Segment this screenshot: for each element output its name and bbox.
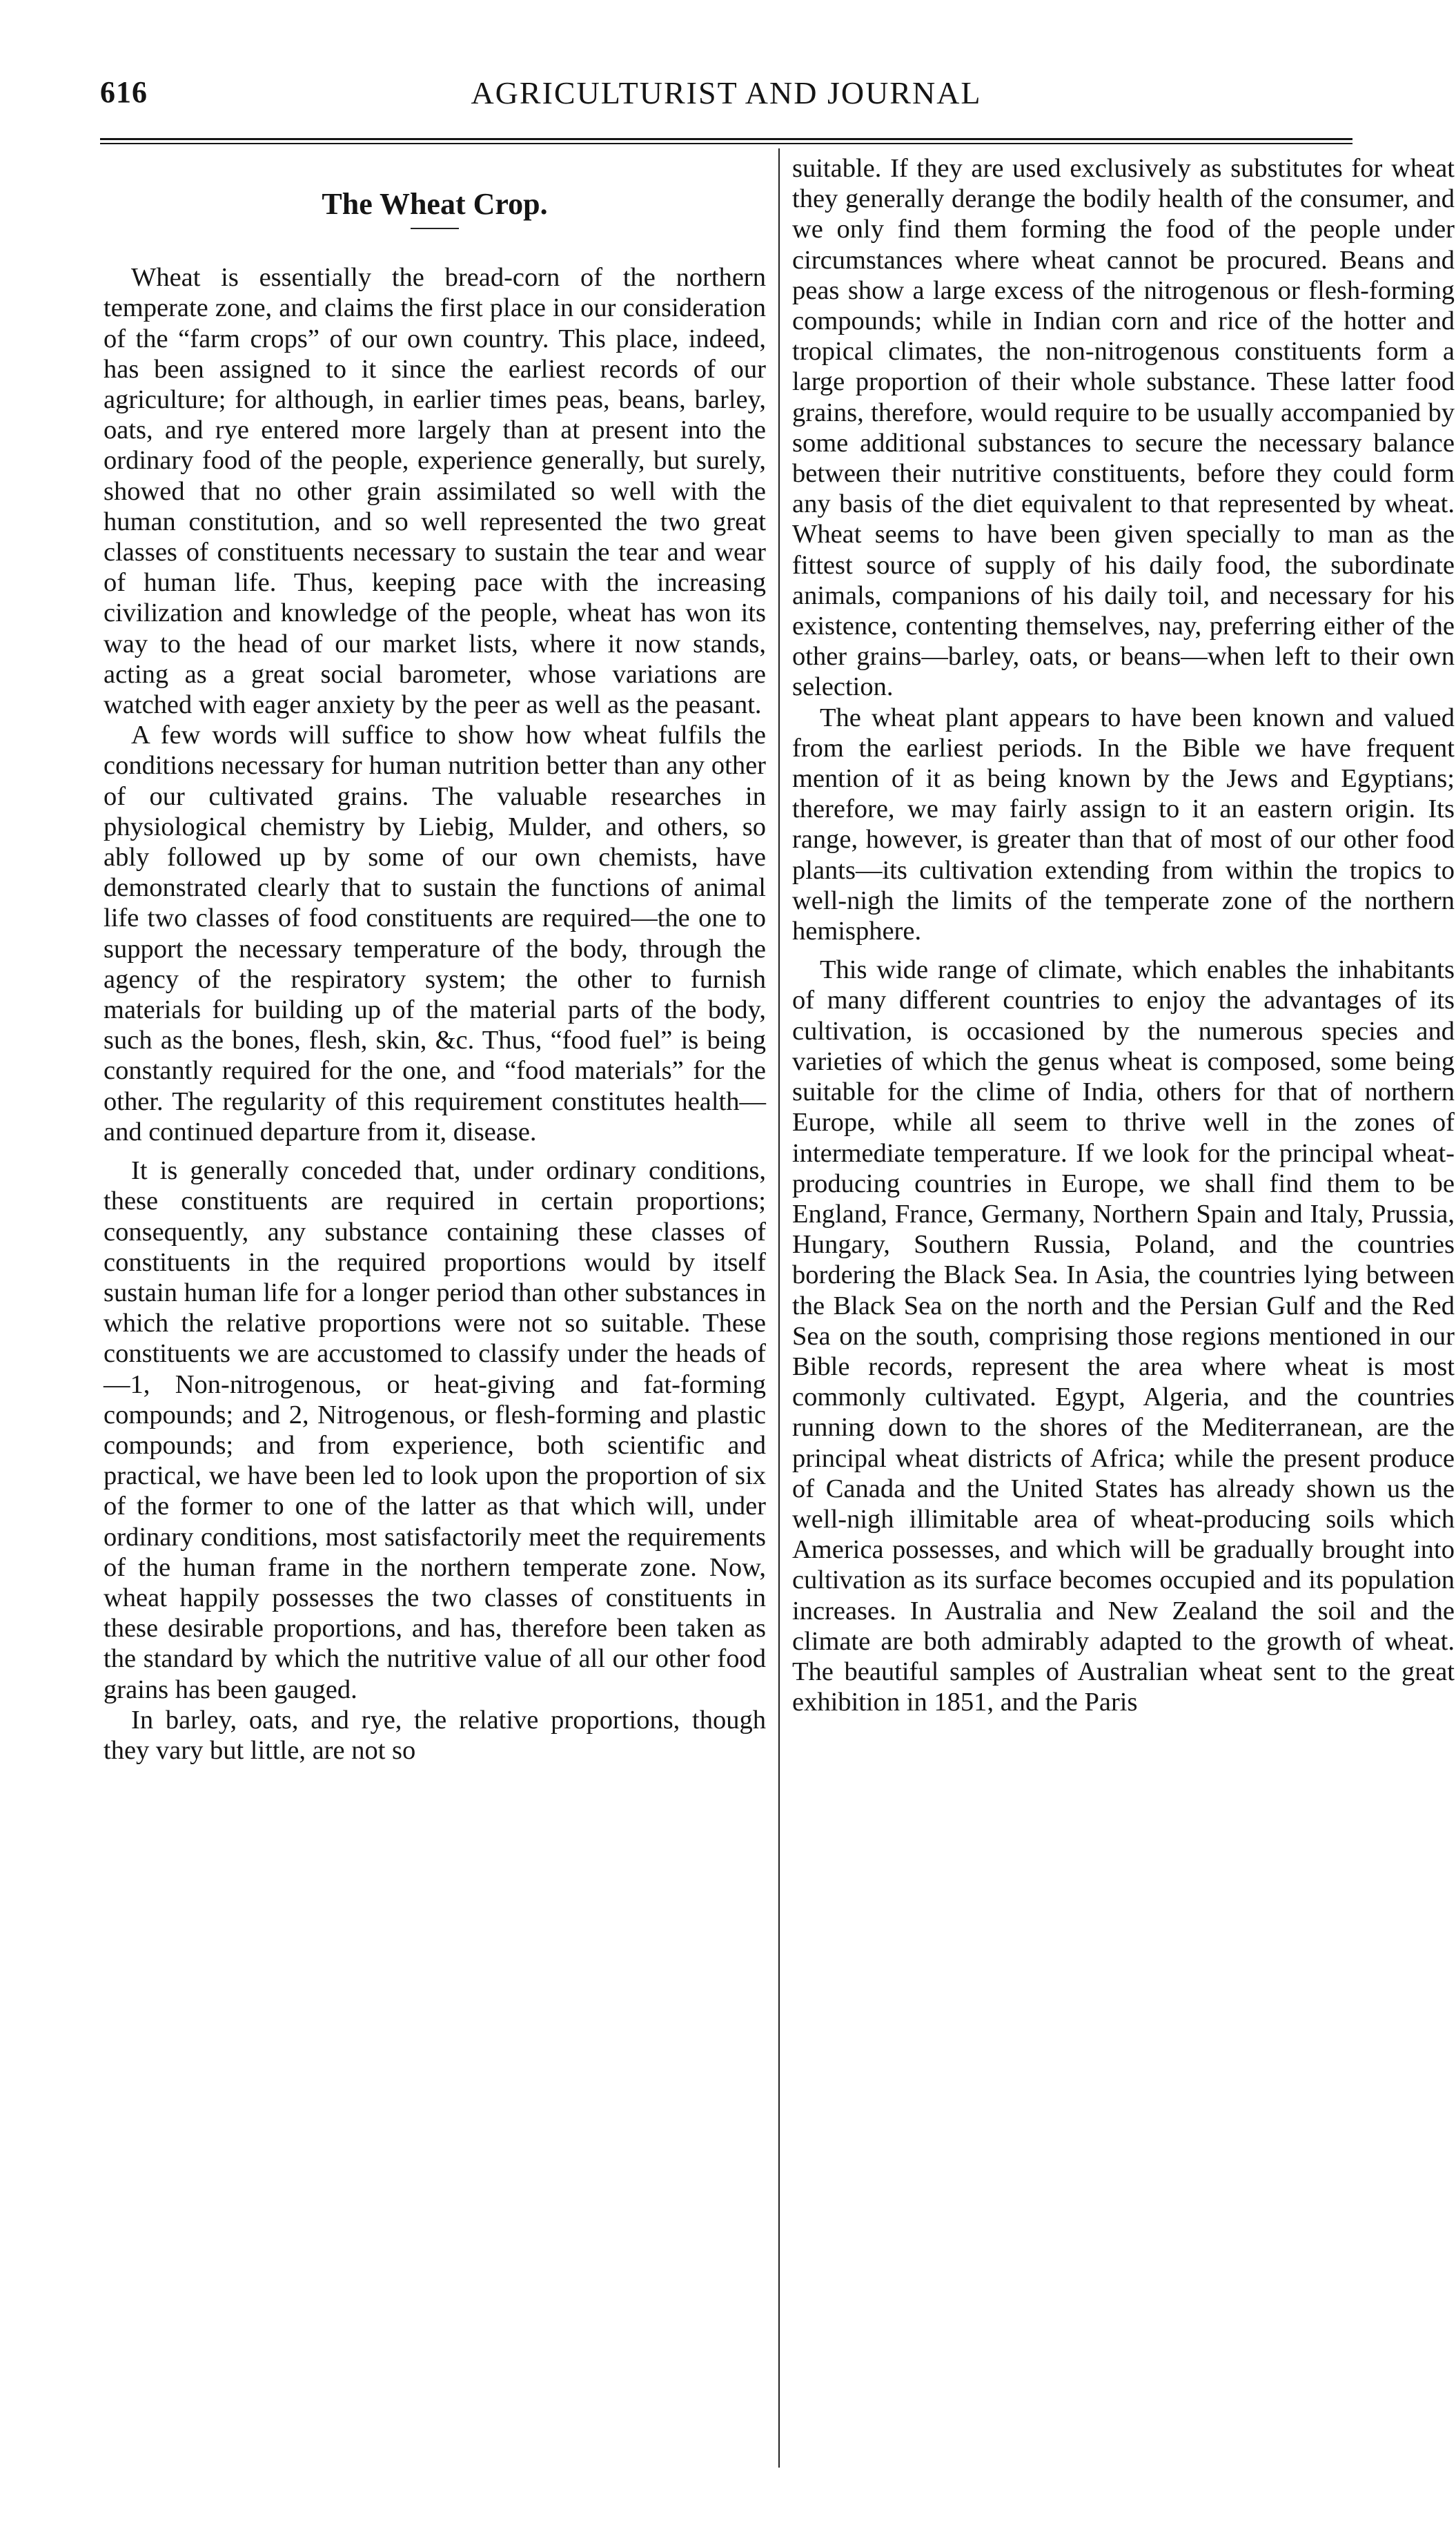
column-divider [778,148,780,2468]
paragraph: suitable. If they are used exclusively as substitutes for wheat they generally derange the bodily health of the consumer, and we only find them forming the food of the people under circumstances where wheat cannot be procured. Beans and peas show a large excess of the nitrogenous or flesh-forming compounds; while in Indian corn and rice of the hotter and tropical climates, the non-nitrogenous constituents form a large proportion of their whole substance. These latter food grains, therefore, would require to be usually accompanied by some additional substances to secure the necessary balance between their nutritive constituents, before they could form any basis of the diet equivalent to that represented by wheat. Wheat seems to have been given specially to man as the fittest source of supply of his daily food, the subordinate animals, companions of his daily toil, and necessary for his existence, contenting themselves, nay, preferring either of the other grains—barley, oats, or beans—when left to their own selection. [792,154,1455,702]
paragraph: Wheat is essentially the bread-corn of the northern temperate zone, and claims the first place in our consideration of the “farm crops” of our own country. This place, indeed, has been assigned to it since the earliest records of our agriculture; for although, in earlier times peas, beans, barley, oats, and rye entered more largely than at present into the ordinary food of the people, experience generally, but surely, showed that no other grain assimilated so well with the human constitution, and so well represented the two great classes of constituents necessary to sustain the tear and wear of human life. Thus, keeping pace with the increasing civilization and knowledge of the people, wheat has won its way to the head of our market lists, where it now stands, acting as a great social barometer, whose variations are watched with eager anxiety by the peer as well as the peasant. [104,263,766,720]
article-title: The Wheat Crop. [322,187,548,221]
paragraph: It is generally conceded that, under ordinary conditions, these constituents are required in certain proportions; consequently, any substance containing these classes of constituents in the required proportions would by itself sustain human life for a longer period than other substances in which the relative proportions were not so suitable. These constituents we are accustomed to classify under the heads of—1, Non-nitrogenous, or heat-giving and fat-forming compounds; and 2, Nitrogenous, or flesh-forming and plastic compounds; and from experience, both scientific and practical, we have been led to look upon the proportion of six of the former to one of the latter as that which will, under ordinary conditions, most satisfactorily meet the requirements of the human frame in the northern temperate zone. Now, wheat happily possesses the two classes of constituents in these desirable proportions, and has, therefore been taken as the standard by which the nutritive value of all our other food grains has been gauged. [104,1156,766,1704]
page-header [100,75,1352,130]
running-head: AGRICULTURIST AND JOURNAL [471,75,982,110]
left-column [104,153,766,1766]
header-rule-secondary [100,143,1352,144]
header-rule [100,138,1352,140]
paragraph: A few words will suffice to show how wheat fulfils the conditions necessary for human nutrition better than any other of our cultivated grains. The valuable researches in physiological chemistry by Liebig, Mulder, and others, so ably followed up by some of our own chemists, have demonstrated clearly that to sustain the functions of animal life two classes of food constituents are required—the one to support the necessary temperature of the body, through the agency of the respiratory system; the other to furnish materials for building up of the material parts of the body, such as the bones, flesh, skin, &c. Thus, “food fuel” is being constantly required for the one, and “food materials” for the other. The regularity of this requirement constitutes health—and continued departure from it, disease. [104,721,766,1146]
page-number: 616 [100,75,148,109]
title-rule [411,228,459,229]
right-column [792,153,1455,1717]
paragraph: The wheat plant appears to have been known and valued from the earliest periods. In the Bible we have frequent mention of it as being known by the Jews and Egyptians; therefore, we may fairly assign to it an eastern origin. Its range, however, is greater than that of most of our other food plants—its cultivation extending from within the tropics to well-nigh the limits of the temperate zone of the northern hemisphere. [792,703,1455,946]
paragraph: In barley, oats, and rye, the relative proportions, though they vary but little, are not so [104,1705,766,1765]
paragraph: This wide range of climate, which enables the inhabitants of many different countries to enjoy the advantages of its cultivation, is occasioned by the numerous species and varieties of which the genus wheat is composed, some being suitable for the clime of India, others for that of northern Europe, while all seem to thrive well in the zones of intermediate temperature. If we look for the principal wheat-producing countries in Europe, we shall find them to be England, France, Germany, Northern Spain and Italy, Prussia, Hungary, Southern Russia, Poland, and the countries bordering the Black Sea. In Asia, the countries lying between the Black Sea on the north and the Persian Gulf and the Red Sea on the south, comprising those regions mentioned in our Bible records, represent the area where wheat is most commonly cultivated. Egypt, Algeria, and the countries running down to the shores of the Mediterranean, are the principal wheat districts of Africa; while the present produce of Canada and the United States has already shown us the well-nigh illimitable area of wheat-producing soils which America possesses, and which will be gradually brought into cultivation as its surface becomes occupied and its population increases. In Australia and New Zealand the soil and the climate are both admirably adapted to the growth of wheat. The beautiful samples of Australian wheat sent to the great exhibition in 1851, and the Paris [792,955,1455,1717]
